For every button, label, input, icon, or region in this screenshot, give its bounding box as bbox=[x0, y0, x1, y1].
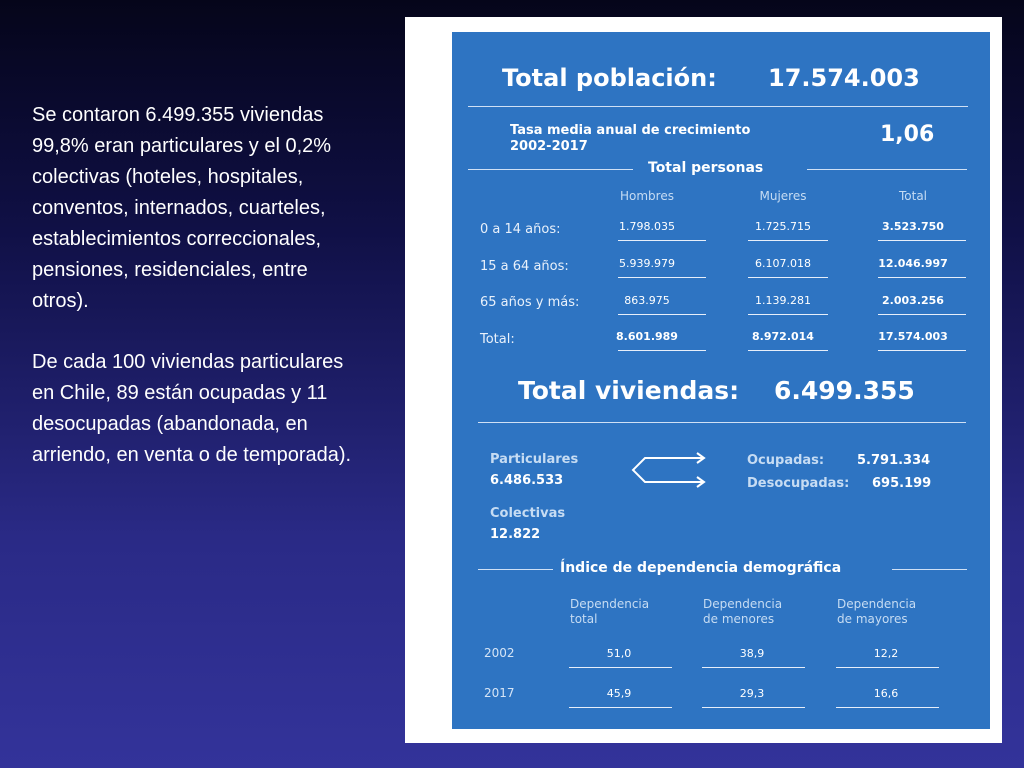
underline bbox=[878, 314, 966, 315]
dependency-value: 51,0 bbox=[606, 647, 632, 660]
year-label: 2002 bbox=[484, 646, 515, 660]
dependency-value: 16,6 bbox=[873, 687, 899, 700]
cell-mujeres: 1.139.281 bbox=[755, 294, 811, 307]
dependency-header-line: total bbox=[570, 612, 598, 626]
underline bbox=[569, 707, 672, 708]
dependency-title: Índice de dependencia demográfica bbox=[560, 560, 842, 576]
age-row-label: 0 a 14 años: bbox=[480, 222, 561, 237]
underline bbox=[748, 277, 828, 278]
cell-total: 17.574.003 bbox=[878, 330, 948, 343]
colectivas-label: Colectivas bbox=[490, 506, 566, 521]
dependency-header-line: Dependencia bbox=[837, 597, 917, 611]
cell-mujeres: 1.725.715 bbox=[755, 220, 811, 233]
dependency-header-mayores bbox=[837, 597, 916, 627]
particulares-label: Particulares bbox=[490, 452, 579, 467]
dependency-header-line: de menores bbox=[703, 612, 775, 626]
underline bbox=[618, 240, 706, 241]
divider bbox=[478, 569, 553, 570]
underline bbox=[618, 350, 706, 351]
cell-total: 2.003.256 bbox=[882, 294, 944, 307]
age-row-label: 65 años y más: bbox=[480, 295, 580, 310]
divider bbox=[892, 569, 967, 570]
housing-value: 6.499.355 bbox=[774, 376, 915, 405]
population-value: 17.574.003 bbox=[768, 64, 920, 92]
cell-mujeres: 8.972.014 bbox=[752, 330, 814, 343]
dependency-value: 29,3 bbox=[739, 687, 765, 700]
underline bbox=[878, 277, 966, 278]
cell-hombres: 8.601.989 bbox=[616, 330, 678, 343]
year-label: 2017 bbox=[484, 686, 515, 700]
cell-hombres: 5.939.979 bbox=[619, 257, 675, 270]
ocupadas-value: 5.791.334 bbox=[857, 453, 931, 468]
underline bbox=[748, 350, 828, 351]
divider bbox=[468, 106, 968, 107]
underline bbox=[702, 707, 805, 708]
age-row-label: 15 a 64 años: bbox=[480, 259, 569, 274]
text-paragraph-housing: Se contaron 6.499.355 viviendas 99,8% eran particulares y el 0,2% colectivas (hoteles, hospitales, conventos, internados, cuarteles, establecimientos correccionales, pensiones, residenciales, entre otros). bbox=[32, 104, 332, 312]
underline bbox=[618, 314, 706, 315]
slide-text bbox=[32, 100, 352, 501]
growth-rate-value: 1,06 bbox=[880, 122, 935, 147]
divider bbox=[478, 422, 966, 423]
dependency-header-menores bbox=[703, 597, 782, 627]
cell-total: 12.046.997 bbox=[878, 257, 948, 270]
column-header-total: Total bbox=[898, 189, 928, 203]
age-row-label: Total: bbox=[480, 332, 515, 347]
underline bbox=[878, 240, 966, 241]
underline bbox=[748, 240, 828, 241]
dependency-value: 45,9 bbox=[606, 687, 632, 700]
underline bbox=[618, 277, 706, 278]
underline bbox=[878, 350, 966, 351]
underline bbox=[569, 667, 672, 668]
growth-rate-label bbox=[510, 123, 750, 155]
infographic-panel bbox=[405, 17, 1002, 743]
underline bbox=[836, 667, 939, 668]
cell-mujeres: 6.107.018 bbox=[755, 257, 811, 270]
column-header-hombres: Hombres bbox=[620, 189, 674, 203]
infographic-card bbox=[452, 32, 990, 729]
desocupadas-label: Desocupadas: bbox=[747, 476, 850, 491]
cell-hombres: 1.798.035 bbox=[619, 220, 675, 233]
growth-rate-label-line1: Tasa media anual de crecimiento bbox=[510, 123, 751, 138]
cell-total: 3.523.750 bbox=[882, 220, 944, 233]
persons-title: Total personas bbox=[648, 160, 764, 176]
text-paragraph-occupancy: De cada 100 viviendas particulares en Chile, 89 están ocupadas y 11 desocupadas (abandonada, en arriendo, en venta o de temporada). bbox=[32, 351, 352, 466]
underline bbox=[836, 707, 939, 708]
dependency-header-line: Dependencia bbox=[703, 597, 783, 611]
dependency-header-line: de mayores bbox=[837, 612, 908, 626]
dependency-header-total bbox=[570, 597, 649, 627]
housing-label: Total viviendas: bbox=[518, 376, 740, 405]
dependency-value: 12,2 bbox=[873, 647, 899, 660]
split-arrow-icon bbox=[627, 450, 707, 490]
desocupadas-value: 695.199 bbox=[872, 476, 932, 491]
ocupadas-label: Ocupadas: bbox=[747, 453, 825, 468]
cell-hombres: 863.975 bbox=[624, 294, 670, 307]
divider bbox=[468, 169, 633, 170]
underline bbox=[748, 314, 828, 315]
colectivas-value: 12.822 bbox=[490, 527, 541, 542]
population-label: Total población: bbox=[502, 64, 717, 92]
underline bbox=[702, 667, 805, 668]
dependency-value: 38,9 bbox=[739, 647, 765, 660]
divider bbox=[807, 169, 967, 170]
column-header-mujeres: Mujeres bbox=[759, 189, 807, 203]
dependency-header-line: Dependencia bbox=[570, 597, 650, 611]
growth-rate-label-line2: 2002-2017 bbox=[510, 139, 588, 154]
particulares-value: 6.486.533 bbox=[490, 473, 564, 488]
